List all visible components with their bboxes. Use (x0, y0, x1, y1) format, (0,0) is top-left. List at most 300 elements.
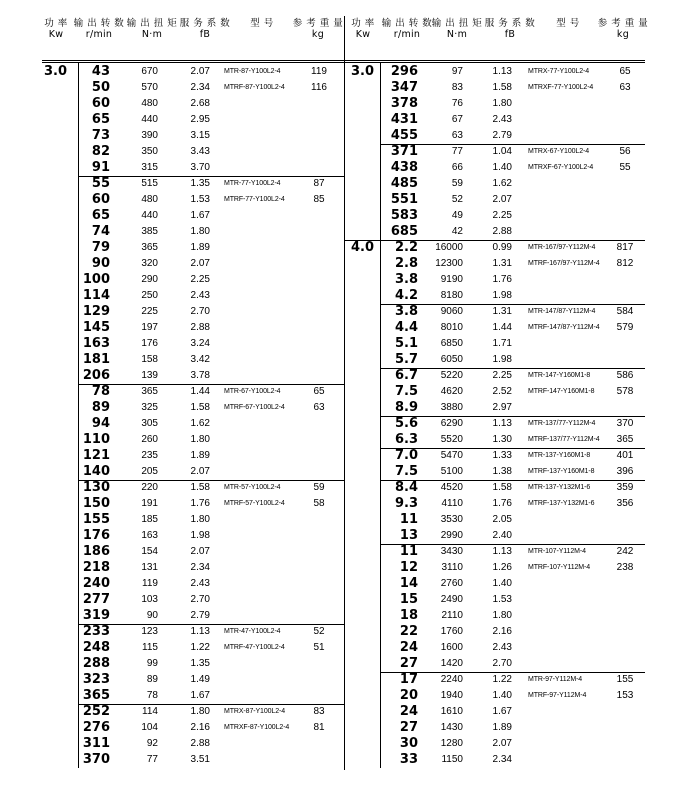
output-torque: 163 (141, 530, 158, 541)
output-torque: 16000 (435, 242, 463, 253)
output-torque: 103 (141, 594, 158, 605)
service-factor: 2.07 (190, 466, 210, 477)
service-factor: 2.68 (190, 98, 210, 109)
header-service-label: 服 务 系 数 (179, 18, 231, 29)
service-factor: 2.25 (190, 274, 210, 285)
model-number: MTR-47-Y100L2-4 (224, 628, 281, 635)
model-number: MTR-137-Y132M1-6 (528, 484, 591, 491)
table-row (0, 288, 700, 304)
header-service (175, 18, 235, 40)
output-torque: 67 (451, 114, 463, 125)
output-speed: 296 (390, 64, 418, 79)
output-speed: 78 (91, 384, 110, 399)
table-row (0, 592, 700, 608)
output-torque: 119 (142, 578, 158, 589)
service-factor: 1.67 (492, 706, 512, 717)
table-row (0, 512, 700, 528)
output-torque: 235 (141, 450, 158, 461)
output-torque: 350 (141, 146, 158, 157)
service-factor: 1.58 (492, 82, 512, 93)
service-factor: 2.70 (190, 594, 210, 605)
model-number: MTRF-107-Y112M-4 (528, 564, 591, 571)
output-speed: 65 (91, 208, 110, 223)
output-torque: 83 (451, 82, 463, 93)
table-row (0, 176, 700, 192)
table-row (0, 608, 700, 624)
service-factor: 2.70 (492, 658, 512, 669)
table-row (0, 128, 700, 144)
output-torque: 6050 (440, 354, 463, 365)
model-number: MTR-147-Y160M1-8 (528, 372, 591, 379)
table-row (0, 752, 700, 768)
reference-weight: 56 (619, 146, 631, 157)
output-torque: 77 (451, 146, 463, 157)
service-factor: 2.05 (492, 514, 512, 525)
service-factor: 2.79 (492, 130, 512, 141)
output-speed: 43 (91, 64, 110, 79)
reference-weight: 812 (616, 258, 634, 269)
output-speed: 11 (399, 544, 418, 559)
service-factor: 1.31 (492, 258, 512, 269)
service-factor: 1.40 (492, 162, 512, 173)
output-torque: 2760 (440, 578, 463, 589)
reference-weight: 238 (616, 562, 634, 573)
output-torque: 220 (141, 482, 158, 493)
reference-weight: 155 (616, 674, 634, 685)
service-factor: 2.07 (190, 546, 210, 557)
output-torque: 225 (141, 306, 158, 317)
table-row (0, 736, 700, 752)
reference-weight: 63 (313, 402, 325, 413)
header-torque-unit: N·m (446, 29, 468, 40)
service-factor: 1.38 (492, 466, 512, 477)
header-weight-label: 参 考 重 量 (292, 18, 344, 29)
table-row (0, 624, 700, 640)
service-factor: 2.07 (190, 66, 210, 77)
reference-weight: 116 (311, 82, 327, 93)
output-torque: 5520 (440, 434, 463, 445)
reference-weight: 81 (313, 722, 325, 733)
output-torque: 139 (141, 370, 158, 381)
service-factor: 1.89 (190, 450, 210, 461)
service-factor: 1.13 (190, 626, 210, 637)
output-speed: 79 (91, 240, 110, 255)
reference-weight: 85 (313, 194, 325, 205)
model-number: MTRXF-77-Y100L2-4 (528, 84, 594, 91)
output-speed: 685 (390, 224, 418, 239)
power-value: 3.0 (351, 64, 375, 79)
output-torque: 250 (141, 290, 158, 301)
service-factor: 1.58 (492, 482, 512, 493)
center-divider (344, 16, 345, 770)
output-speed: 4.2 (394, 288, 418, 303)
table-row (0, 224, 700, 240)
service-factor: 1.40 (492, 690, 512, 701)
service-factor: 3.70 (190, 162, 210, 173)
output-speed: 4.4 (394, 320, 418, 335)
model-number: MTR-87-Y100L2-4 (224, 68, 281, 75)
output-torque: 1600 (440, 642, 463, 653)
service-factor: 2.34 (190, 82, 210, 93)
output-speed: 65 (91, 112, 110, 127)
output-torque: 76 (451, 98, 463, 109)
service-factor: 1.67 (190, 210, 210, 221)
output-torque: 52 (451, 194, 463, 205)
output-speed: 378 (390, 96, 418, 111)
output-speed: 110 (82, 432, 110, 447)
table-row (0, 704, 700, 720)
table-row (0, 352, 700, 368)
model-number: MTRF-57-Y100L2-4 (224, 500, 285, 507)
table-row (0, 576, 700, 592)
output-torque: 123 (141, 626, 158, 637)
reference-weight: 356 (616, 498, 634, 509)
output-torque: 3430 (440, 546, 463, 557)
output-speed: 8.9 (394, 400, 418, 415)
model-number: MTRF-87-Y100L2-4 (224, 84, 285, 91)
output-torque: 5470 (440, 450, 463, 461)
output-torque: 104 (141, 722, 158, 733)
output-speed: 73 (91, 128, 110, 143)
power-value: 4.0 (351, 240, 375, 255)
header-power-label: 功 率 (44, 18, 68, 29)
service-factor: 1.30 (492, 434, 512, 445)
output-torque: 1150 (441, 754, 463, 765)
header-model (538, 18, 598, 40)
service-factor: 1.80 (190, 226, 210, 237)
header-model-label: 型 号 (250, 18, 274, 29)
output-speed: 8.4 (394, 480, 418, 495)
table-row (0, 272, 700, 288)
output-speed: 27 (399, 656, 418, 671)
model-number: MTR-97-Y112M-4 (528, 676, 583, 683)
service-factor: 2.43 (492, 114, 512, 125)
header-weight (593, 18, 653, 40)
output-speed: 55 (91, 176, 110, 191)
service-factor: 1.44 (492, 322, 512, 333)
output-torque: 5220 (440, 370, 463, 381)
output-torque: 5100 (440, 466, 463, 477)
output-torque: 9060 (440, 306, 463, 317)
reference-weight: 51 (313, 642, 325, 653)
service-factor: 1.58 (190, 402, 210, 413)
service-factor: 1.13 (492, 66, 512, 77)
output-torque: 66 (451, 162, 463, 173)
reference-weight: 65 (313, 386, 325, 397)
output-speed: 91 (91, 160, 110, 175)
model-number: MTRF-137-Y160M1-8 (528, 468, 595, 475)
output-speed: 24 (399, 704, 418, 719)
table-row (0, 640, 700, 656)
output-speed: 12 (399, 560, 418, 575)
reference-weight: 83 (313, 706, 325, 717)
output-speed: 181 (82, 352, 110, 367)
header-weight-unit: kg (311, 29, 325, 40)
model-number: MTRX-67-Y100L2-4 (528, 148, 590, 155)
output-torque: 3530 (440, 514, 463, 525)
header-torque-unit: N·m (141, 29, 163, 40)
output-torque: 205 (141, 466, 158, 477)
reference-weight: 52 (313, 626, 325, 637)
output-speed: 431 (390, 112, 418, 127)
power-column-divider (78, 62, 79, 768)
reference-weight: 396 (616, 466, 634, 477)
output-torque: 42 (451, 226, 463, 237)
output-speed: 114 (82, 288, 110, 303)
header-speed-unit: r/min (393, 29, 421, 40)
header-weight-label: 参 考 重 量 (597, 18, 649, 29)
output-speed: 583 (390, 208, 418, 223)
model-number: MTRX-87-Y100L2-4 (224, 708, 286, 715)
output-torque: 1610 (440, 706, 463, 717)
output-torque: 670 (141, 66, 158, 77)
output-torque: 4110 (441, 498, 463, 509)
output-speed: 94 (91, 416, 110, 431)
output-speed: 18 (399, 608, 418, 623)
output-speed: 2.8 (394, 256, 418, 271)
service-factor: 1.80 (190, 514, 210, 525)
output-speed: 5.7 (394, 352, 418, 367)
service-factor: 1.31 (492, 306, 512, 317)
reference-weight: 370 (616, 418, 634, 429)
output-torque: 3110 (441, 562, 463, 573)
power-column-divider (380, 62, 381, 768)
header-speed-label: 输 出 转 数 (73, 18, 125, 29)
service-factor: 1.40 (492, 578, 512, 589)
output-speed: 277 (82, 592, 110, 607)
model-number: MTRF-67-Y100L2-4 (224, 404, 285, 411)
header-model (232, 18, 292, 40)
header-torque-label: 输 出 扭 矩 (126, 18, 178, 29)
output-speed: 347 (390, 80, 418, 95)
service-factor: 1.22 (492, 674, 512, 685)
service-factor: 2.07 (492, 738, 512, 749)
output-speed: 9.3 (394, 496, 418, 511)
service-factor: 2.79 (190, 610, 210, 621)
service-factor: 0.99 (492, 242, 512, 253)
service-factor: 2.97 (492, 402, 512, 413)
model-number: MTRF-77-Y100L2-4 (224, 196, 285, 203)
output-speed: 6.3 (394, 432, 418, 447)
header-power-unit: Kw (48, 29, 64, 40)
output-speed: 145 (82, 320, 110, 335)
output-torque: 4520 (440, 482, 463, 493)
header-power-unit: Kw (355, 29, 371, 40)
service-factor: 1.44 (190, 386, 210, 397)
output-torque: 305 (141, 418, 158, 429)
reference-weight: 578 (616, 386, 634, 397)
output-speed: 27 (399, 720, 418, 735)
service-factor: 2.43 (492, 642, 512, 653)
header-model-label: 型 号 (556, 18, 580, 29)
model-number: MTR-147/87-Y112M-4 (528, 308, 596, 315)
service-factor: 2.07 (492, 194, 512, 205)
output-torque: 515 (141, 178, 158, 189)
service-factor: 2.40 (492, 530, 512, 541)
service-factor: 2.43 (190, 578, 210, 589)
model-number: MTRF-147-Y160M1-8 (528, 388, 595, 395)
output-speed: 90 (91, 256, 110, 271)
header-model-unit (538, 29, 598, 40)
service-factor: 2.88 (190, 322, 210, 333)
reference-weight: 65 (619, 66, 631, 77)
service-factor: 1.26 (492, 562, 512, 573)
reference-weight: 365 (616, 434, 634, 445)
output-torque: 440 (141, 210, 158, 221)
service-factor: 1.80 (190, 434, 210, 445)
service-factor: 1.13 (492, 546, 512, 557)
service-factor: 2.25 (492, 370, 512, 381)
service-factor: 3.78 (190, 370, 210, 381)
output-speed: 233 (82, 624, 110, 639)
output-speed: 14 (399, 576, 418, 591)
output-speed: 176 (82, 528, 110, 543)
output-speed: 240 (82, 576, 110, 591)
output-speed: 6.7 (394, 368, 418, 383)
service-factor: 2.25 (492, 210, 512, 221)
reference-weight: 153 (616, 690, 634, 701)
output-speed: 288 (82, 656, 110, 671)
service-factor: 3.15 (190, 130, 210, 141)
output-speed: 22 (399, 624, 418, 639)
output-torque: 9190 (440, 274, 463, 285)
table-row (0, 720, 700, 736)
output-speed: 323 (82, 672, 110, 687)
output-torque: 1760 (440, 626, 463, 637)
output-speed: 3.8 (394, 304, 418, 319)
output-speed: 13 (399, 528, 418, 543)
output-torque: 78 (146, 690, 158, 701)
reference-weight: 817 (616, 242, 634, 253)
service-factor: 2.95 (190, 114, 210, 125)
output-torque: 260 (141, 434, 158, 445)
service-factor: 3.43 (190, 146, 210, 157)
output-speed: 438 (390, 160, 418, 175)
service-factor: 1.33 (492, 450, 512, 461)
service-factor: 1.98 (492, 290, 512, 301)
output-torque: 1940 (440, 690, 463, 701)
output-torque: 90 (146, 610, 158, 621)
model-number: MTRF-167/97-Y112M-4 (528, 260, 600, 267)
output-speed: 100 (82, 272, 110, 287)
service-factor: 2.16 (190, 722, 210, 733)
output-speed: 5.1 (394, 336, 418, 351)
output-speed: 370 (82, 752, 110, 767)
header-speed (69, 18, 129, 40)
output-speed: 5.6 (394, 416, 418, 431)
output-torque: 92 (146, 738, 158, 749)
output-torque: 440 (141, 114, 158, 125)
output-torque: 2490 (440, 594, 463, 605)
output-torque: 97 (451, 66, 463, 77)
reference-weight: 59 (313, 482, 325, 493)
output-speed: 311 (82, 736, 110, 751)
header-torque-label: 输 出 扭 矩 (431, 18, 483, 29)
header-service (480, 18, 540, 40)
service-factor: 1.76 (492, 274, 512, 285)
output-torque: 59 (451, 178, 463, 189)
output-speed: 365 (82, 688, 110, 703)
output-speed: 130 (82, 480, 110, 495)
table-row (0, 208, 700, 224)
output-torque: 63 (451, 130, 463, 141)
service-factor: 1.35 (190, 178, 210, 189)
output-torque: 6850 (440, 338, 463, 349)
output-torque: 6290 (440, 418, 463, 429)
service-factor: 1.89 (190, 242, 210, 253)
output-speed: 150 (82, 496, 110, 511)
output-torque: 197 (141, 322, 158, 333)
model-number: MTRF-147/87-Y112M-4 (528, 324, 600, 331)
output-torque: 390 (141, 130, 158, 141)
output-speed: 206 (82, 368, 110, 383)
model-number: MTRF-137-Y132M1-6 (528, 500, 595, 507)
output-torque: 154 (141, 546, 158, 557)
output-torque: 77 (146, 754, 158, 765)
output-speed: 140 (82, 464, 110, 479)
table-row (0, 400, 700, 416)
service-factor: 2.70 (190, 306, 210, 317)
service-factor: 1.49 (190, 674, 210, 685)
power-value: 3.0 (44, 64, 68, 79)
service-factor: 1.98 (492, 354, 512, 365)
service-factor: 1.13 (492, 418, 512, 429)
model-number: MTR-107-Y112M-4 (528, 548, 586, 555)
service-factor: 1.89 (492, 722, 512, 733)
output-torque: 89 (146, 674, 158, 685)
header-power-label: 功 率 (351, 18, 375, 29)
service-factor: 1.80 (492, 98, 512, 109)
output-torque: 115 (142, 642, 158, 653)
output-torque: 131 (141, 562, 158, 573)
output-torque: 191 (141, 498, 158, 509)
output-torque: 1420 (440, 658, 463, 669)
service-factor: 1.76 (190, 498, 210, 509)
reference-weight: 584 (616, 306, 634, 317)
output-torque: 1280 (440, 738, 463, 749)
header-model-unit (232, 29, 292, 40)
header-torque (427, 18, 487, 40)
output-speed: 3.8 (394, 272, 418, 287)
output-torque: 99 (146, 658, 158, 669)
model-number: MTRF-47-Y100L2-4 (224, 644, 285, 651)
output-torque: 570 (141, 82, 158, 93)
service-factor: 2.34 (190, 562, 210, 573)
output-torque: 320 (141, 258, 158, 269)
service-factor: 1.80 (492, 610, 512, 621)
output-speed: 15 (399, 592, 418, 607)
reference-weight: 63 (619, 82, 631, 93)
output-torque: 480 (141, 194, 158, 205)
service-factor: 1.58 (190, 482, 210, 493)
output-torque: 8180 (440, 290, 463, 301)
output-speed: 371 (390, 144, 418, 159)
service-factor: 2.07 (190, 258, 210, 269)
table-row (0, 336, 700, 352)
output-speed: 33 (399, 752, 418, 767)
output-speed: 186 (82, 544, 110, 559)
reference-weight: 87 (313, 178, 325, 189)
service-factor: 2.43 (190, 290, 210, 301)
reference-weight: 55 (619, 162, 631, 173)
table-row (0, 96, 700, 112)
model-number: MTRXF-87-Y100L2-4 (224, 724, 290, 731)
model-number: MTR-57-Y100L2-4 (224, 484, 281, 491)
service-factor: 2.52 (492, 386, 512, 397)
service-factor: 1.67 (190, 690, 210, 701)
service-factor: 1.53 (190, 194, 210, 205)
table-row (0, 656, 700, 672)
